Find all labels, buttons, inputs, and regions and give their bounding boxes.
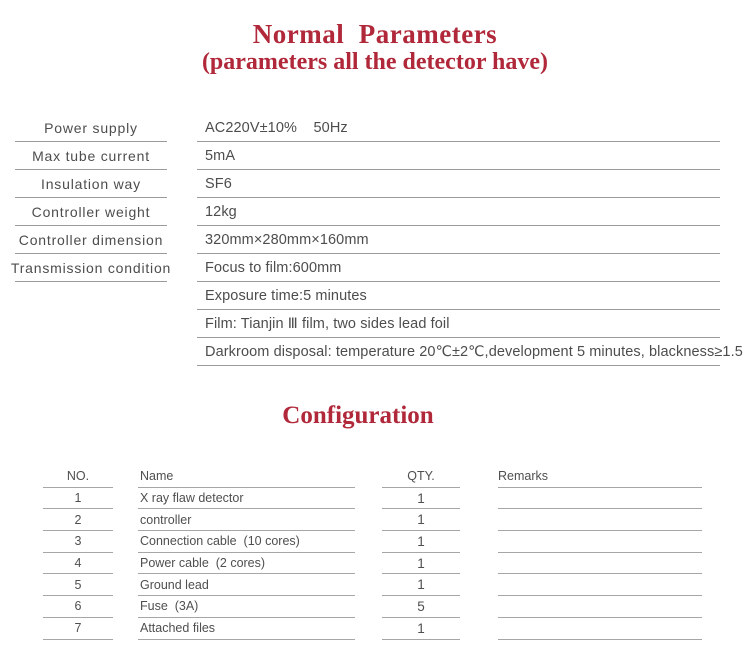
config-cell-qty: 1 bbox=[382, 509, 460, 531]
config-cell-no: 7 bbox=[43, 618, 113, 640]
config-cell-qty: 5 bbox=[382, 596, 460, 618]
parameter-value: 5mA bbox=[197, 142, 720, 170]
config-cell-qty: 1 bbox=[382, 618, 460, 640]
config-cell-name: X ray flaw detector bbox=[138, 488, 355, 510]
parameters-value-column bbox=[197, 114, 743, 366]
parameter-value: AC220V±10% 50Hz bbox=[197, 114, 720, 142]
column-header-remarks: Remarks bbox=[498, 466, 702, 488]
config-column-no bbox=[43, 466, 113, 640]
config-cell-qty: 1 bbox=[382, 488, 460, 510]
config-cell-qty: 1 bbox=[382, 553, 460, 575]
config-cell-no: 2 bbox=[43, 509, 113, 531]
config-cell-remarks bbox=[498, 531, 702, 553]
config-cell-name: controller bbox=[138, 509, 355, 531]
parameter-value: 12kg bbox=[197, 198, 720, 226]
parameter-value: 320mm×280mm×160mm bbox=[197, 226, 720, 254]
config-cell-remarks bbox=[498, 509, 702, 531]
config-column-qty bbox=[382, 466, 460, 640]
config-cell-name: Connection cable (10 cores) bbox=[138, 531, 355, 553]
parameter-value: Focus to film:600mm bbox=[197, 254, 720, 282]
column-header-qty: QTY. bbox=[382, 466, 460, 488]
column-header-name: Name bbox=[138, 466, 355, 488]
parameter-value: Film: Tianjin Ⅲ film, two sides lead foil bbox=[197, 310, 720, 338]
config-cell-no: 6 bbox=[43, 596, 113, 618]
config-cell-qty: 1 bbox=[382, 574, 460, 596]
configuration-title: Configuration bbox=[282, 402, 434, 429]
config-cell-remarks bbox=[498, 618, 702, 640]
config-column-name bbox=[138, 466, 355, 640]
parameter-value: Exposure time:5 minutes bbox=[197, 282, 720, 310]
parameters-label-column bbox=[10, 114, 172, 282]
parameter-value: SF6 bbox=[197, 170, 720, 198]
config-cell-no: 5 bbox=[43, 574, 113, 596]
parameter-label: Max tube current bbox=[15, 142, 167, 170]
config-cell-no: 4 bbox=[43, 553, 113, 575]
config-cell-name: Attached files bbox=[138, 618, 355, 640]
config-cell-remarks bbox=[498, 553, 702, 575]
config-cell-name: Ground lead bbox=[138, 574, 355, 596]
parameter-label: Transmission condition bbox=[15, 254, 167, 282]
config-cell-no: 1 bbox=[43, 488, 113, 510]
parameter-label: Controller dimension bbox=[15, 226, 167, 254]
config-cell-remarks bbox=[498, 488, 702, 510]
column-header-no: NO. bbox=[43, 466, 113, 488]
parameter-value: Darkroom disposal: temperature 20℃±2℃,development 5 minutes, blackness≥1.5 bbox=[197, 338, 720, 366]
parameter-label: Controller weight bbox=[15, 198, 167, 226]
parameter-label: Insulation way bbox=[15, 170, 167, 198]
config-cell-no: 3 bbox=[43, 531, 113, 553]
config-cell-remarks bbox=[498, 596, 702, 618]
config-cell-remarks bbox=[498, 574, 702, 596]
config-cell-qty: 1 bbox=[382, 531, 460, 553]
config-cell-name: Power cable (2 cores) bbox=[138, 553, 355, 575]
page-title: Normal Parameters bbox=[252, 19, 498, 49]
config-cell-name: Fuse (3A) bbox=[138, 596, 355, 618]
parameter-label: Power supply bbox=[15, 114, 167, 142]
page-subtitle: (parameters all the detector have) bbox=[201, 49, 549, 75]
config-column-remarks bbox=[498, 466, 702, 640]
